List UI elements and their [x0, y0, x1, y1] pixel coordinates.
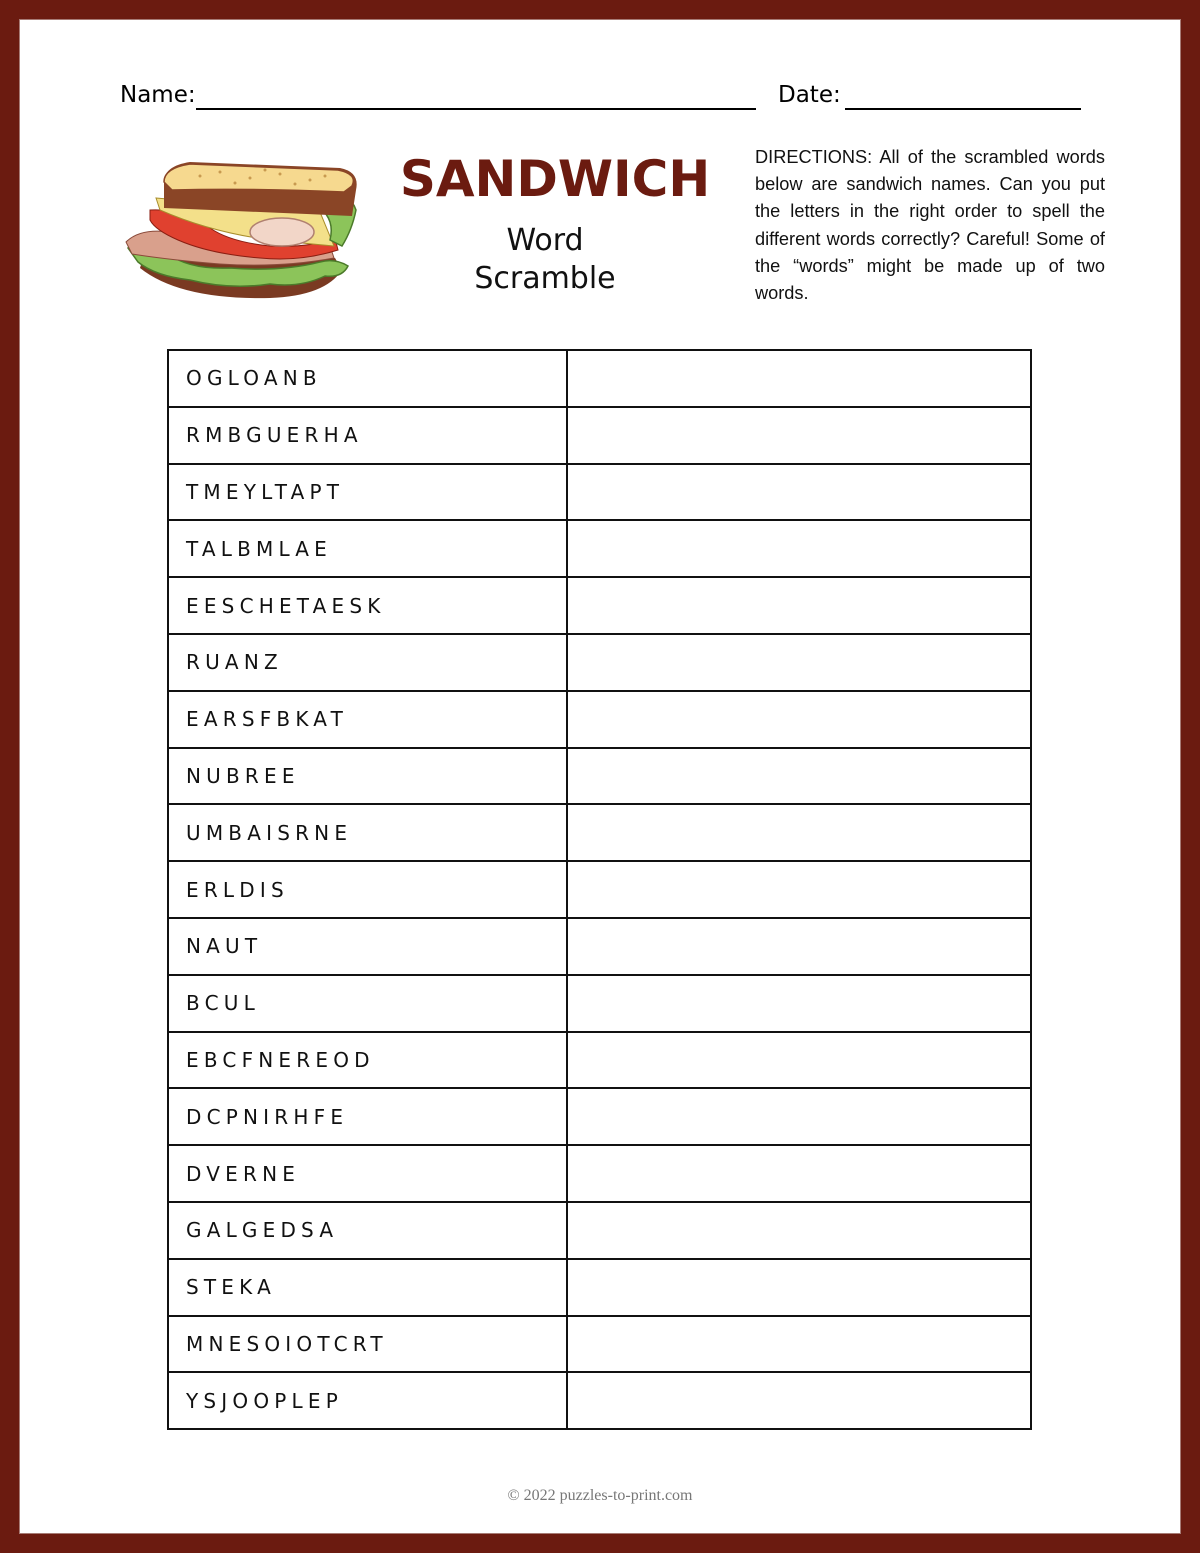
scrambled-word: DCPNIRHFE [168, 1088, 567, 1145]
table-row [168, 748, 1031, 805]
table-row [168, 918, 1031, 975]
table-row [168, 804, 1031, 861]
answer-cell[interactable] [567, 1259, 1031, 1316]
scrambled-word: RMBGUERHA [168, 407, 567, 464]
table-row [168, 577, 1031, 634]
scrambled-word: RUANZ [168, 634, 567, 691]
worksheet-title: SANDWICH [399, 150, 711, 208]
answer-cell[interactable] [567, 1088, 1031, 1145]
scrambled-word: YSJOOPLEP [168, 1372, 567, 1429]
answer-cell[interactable] [567, 464, 1031, 521]
scrambled-word: NUBREE [168, 748, 567, 805]
scrambled-word: EESCHETAESK [168, 577, 567, 634]
answer-cell[interactable] [567, 748, 1031, 805]
table-row [168, 1316, 1031, 1373]
sandwich-illustration-icon [120, 150, 360, 305]
subtitle-line-scramble: Scramble [474, 261, 616, 296]
answer-cell[interactable] [567, 1372, 1031, 1429]
table-row [168, 1088, 1031, 1145]
table-row [168, 975, 1031, 1032]
scrambled-word: ERLDIS [168, 861, 567, 918]
scrambled-word: MNESOIOTCRT [168, 1316, 567, 1373]
answer-cell[interactable] [567, 1032, 1031, 1089]
answer-cell[interactable] [567, 1202, 1031, 1259]
scrambled-word: TALBMLAE [168, 520, 567, 577]
scrambled-word: UMBAISRNE [168, 804, 567, 861]
scrambled-word: EARSFBKAT [168, 691, 567, 748]
scrambled-word: EBCFNEREOD [168, 1032, 567, 1089]
table-row [168, 520, 1031, 577]
answer-cell[interactable] [567, 634, 1031, 691]
scrambled-word: OGLOANB [168, 350, 567, 407]
scrambled-word: GALGEDSA [168, 1202, 567, 1259]
date-label: Date: [778, 82, 841, 108]
answer-cell[interactable] [567, 804, 1031, 861]
directions-text: DIRECTIONS: All of the scrambled words below are sandwich names. Can you put the letters in the right order to spell the different words correctly? Careful! Some of the “words” might be made up of two words. [755, 147, 1105, 304]
scrambled-word: BCUL [168, 975, 567, 1032]
answer-cell[interactable] [567, 577, 1031, 634]
answer-cell[interactable] [567, 350, 1031, 407]
worksheet-subtitle [440, 222, 650, 298]
table-row [168, 634, 1031, 691]
table-row [168, 350, 1031, 407]
answer-cell[interactable] [567, 520, 1031, 577]
table-row [168, 1145, 1031, 1202]
scrambled-word: NAUT [168, 918, 567, 975]
answer-cell[interactable] [567, 918, 1031, 975]
table-row [168, 1259, 1031, 1316]
name-label: Name: [120, 82, 196, 108]
table-row [168, 1202, 1031, 1259]
table-row [168, 464, 1031, 521]
table-row [168, 407, 1031, 464]
date-field[interactable] [845, 108, 1081, 110]
answer-cell[interactable] [567, 1145, 1031, 1202]
worksheet-page [20, 20, 1180, 1533]
answer-cell[interactable] [567, 861, 1031, 918]
table-row [168, 1372, 1031, 1429]
table-row [168, 861, 1031, 918]
scrambled-word: TMEYLTAPT [168, 464, 567, 521]
subtitle-line-word: Word [506, 223, 584, 258]
table-row [168, 1032, 1031, 1089]
table-row [168, 691, 1031, 748]
scramble-table [167, 349, 1032, 1430]
answer-cell[interactable] [567, 407, 1031, 464]
scrambled-word: STEKA [168, 1259, 567, 1316]
answer-cell[interactable] [567, 1316, 1031, 1373]
answer-cell[interactable] [567, 975, 1031, 1032]
copyright-footer: © 2022 puzzles-to-print.com [507, 1487, 693, 1504]
answer-cell[interactable] [567, 691, 1031, 748]
scrambled-word: DVERNE [168, 1145, 567, 1202]
name-field[interactable] [196, 108, 756, 110]
